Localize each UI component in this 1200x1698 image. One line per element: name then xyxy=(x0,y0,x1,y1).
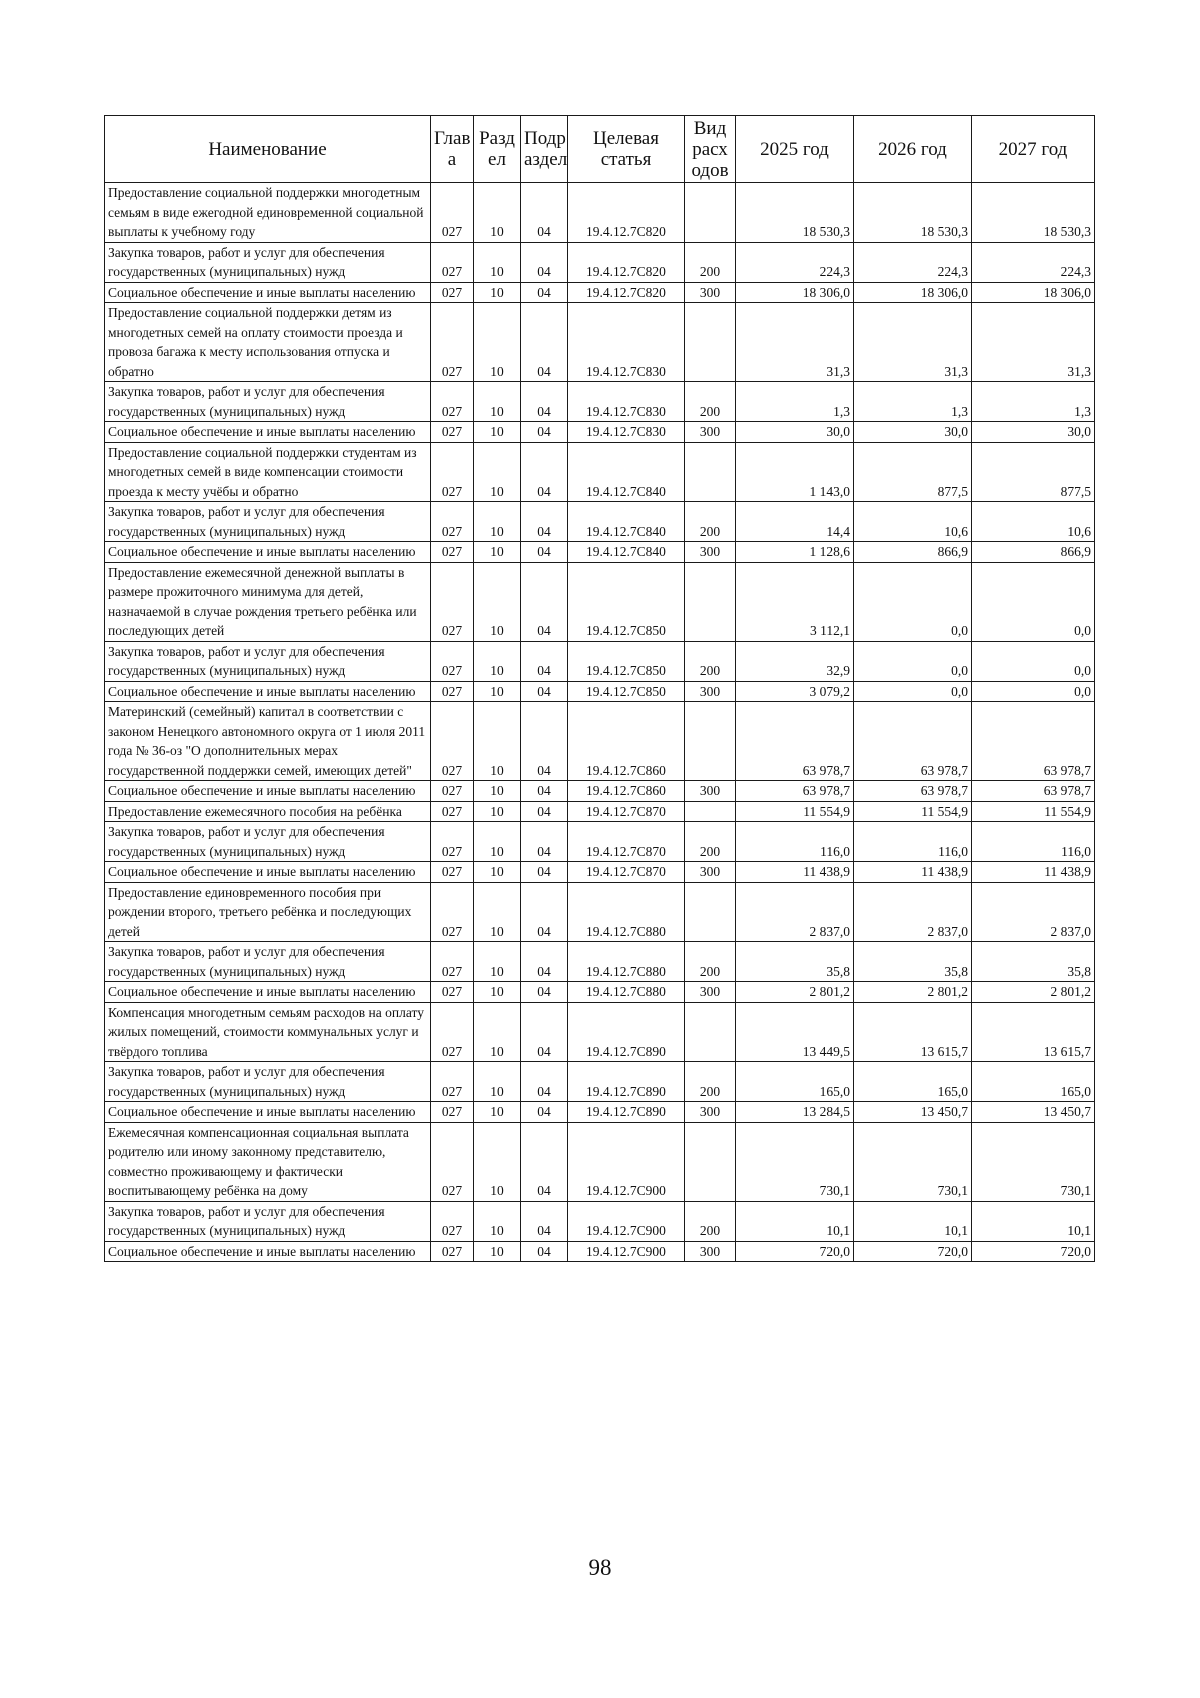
cell-name: Закупка товаров, работ и услуг для обеспечения государственных (муниципальных) нужд xyxy=(105,382,431,422)
cell-subsection: 04 xyxy=(521,1122,568,1201)
cell-2026: 63 978,7 xyxy=(854,781,972,802)
cell-chapter: 027 xyxy=(431,641,474,681)
cell-subsection: 04 xyxy=(521,822,568,862)
cell-name: Социальное обеспечение и иные выплаты населению xyxy=(105,282,431,303)
cell-2026: 35,8 xyxy=(854,942,972,982)
table-header xyxy=(105,116,1095,183)
cell-subsection: 04 xyxy=(521,303,568,382)
header-section: Разд ел xyxy=(474,116,521,183)
cell-2026: 866,9 xyxy=(854,542,972,563)
cell-2025: 165,0 xyxy=(736,1062,854,1102)
cell-section: 10 xyxy=(474,1062,521,1102)
cell-2026: 10,1 xyxy=(854,1201,972,1241)
table-row xyxy=(105,562,1095,641)
cell-chapter: 027 xyxy=(431,562,474,641)
cell-name: Предоставление социальной поддержки детям из многодетных семей на оплату стоимости проезда и провоза багажа к месту использования отпуска и обратно xyxy=(105,303,431,382)
cell-subsection: 04 xyxy=(521,422,568,443)
cell-name: Социальное обеспечение и иные выплаты населению xyxy=(105,422,431,443)
cell-chapter: 027 xyxy=(431,1062,474,1102)
cell-section: 10 xyxy=(474,1102,521,1123)
cell-2025: 30,0 xyxy=(736,422,854,443)
cell-2025: 18 306,0 xyxy=(736,282,854,303)
cell-2025: 3 079,2 xyxy=(736,681,854,702)
cell-subsection: 04 xyxy=(521,442,568,502)
cell-subsection: 04 xyxy=(521,641,568,681)
cell-name: Закупка товаров, работ и услуг для обеспечения государственных (муниципальных) нужд xyxy=(105,1062,431,1102)
cell-name: Материнский (семейный) капитал в соответствии с законом Ненецкого автономного округа от 1 июля 2011 года № 36-оз "О дополнительных мерах государственной поддержки семей, имеющих детей" xyxy=(105,702,431,781)
header-chapter: Глав а xyxy=(431,116,474,183)
cell-2027: 224,3 xyxy=(972,242,1095,282)
cell-target: 19.4.12.7С820 xyxy=(568,242,685,282)
cell-2027: 35,8 xyxy=(972,942,1095,982)
cell-expense-type: 200 xyxy=(685,1062,736,1102)
cell-2026: 18 530,3 xyxy=(854,183,972,243)
cell-chapter: 027 xyxy=(431,681,474,702)
cell-chapter: 027 xyxy=(431,982,474,1003)
cell-chapter: 027 xyxy=(431,822,474,862)
table-row xyxy=(105,801,1095,822)
table-row xyxy=(105,781,1095,802)
cell-2026: 165,0 xyxy=(854,1062,972,1102)
cell-name: Предоставление ежемесячной денежной выплаты в размере прожиточного минимума для детей, назначаемой в случае рождения третьего ребёнка или последующих детей xyxy=(105,562,431,641)
cell-2027: 63 978,7 xyxy=(972,702,1095,781)
cell-chapter: 027 xyxy=(431,942,474,982)
cell-section: 10 xyxy=(474,702,521,781)
cell-name: Закупка товаров, работ и услуг для обеспечения государственных (муниципальных) нужд xyxy=(105,942,431,982)
cell-expense-type xyxy=(685,1122,736,1201)
cell-subsection: 04 xyxy=(521,502,568,542)
cell-2026: 63 978,7 xyxy=(854,702,972,781)
cell-target: 19.4.12.7С880 xyxy=(568,942,685,982)
cell-name: Социальное обеспечение и иные выплаты населению xyxy=(105,542,431,563)
cell-2025: 14,4 xyxy=(736,502,854,542)
table-row xyxy=(105,282,1095,303)
cell-expense-type: 200 xyxy=(685,641,736,681)
cell-name: Закупка товаров, работ и услуг для обеспечения государственных (муниципальных) нужд xyxy=(105,1201,431,1241)
table-row xyxy=(105,242,1095,282)
cell-name: Закупка товаров, работ и услуг для обеспечения государственных (муниципальных) нужд xyxy=(105,242,431,282)
cell-subsection: 04 xyxy=(521,562,568,641)
cell-expense-type: 300 xyxy=(685,1102,736,1123)
header-2025: 2025 год xyxy=(736,116,854,183)
cell-2027: 165,0 xyxy=(972,1062,1095,1102)
cell-2026: 11 438,9 xyxy=(854,862,972,883)
cell-2025: 116,0 xyxy=(736,822,854,862)
cell-2025: 3 112,1 xyxy=(736,562,854,641)
cell-subsection: 04 xyxy=(521,1102,568,1123)
table-row xyxy=(105,303,1095,382)
cell-expense-type: 300 xyxy=(685,862,736,883)
cell-2026: 0,0 xyxy=(854,641,972,681)
header-subsection: Подр аздел xyxy=(521,116,568,183)
cell-target: 19.4.12.7С830 xyxy=(568,303,685,382)
header-expense-type: Вид расх одов xyxy=(685,116,736,183)
cell-section: 10 xyxy=(474,282,521,303)
cell-chapter: 027 xyxy=(431,242,474,282)
cell-chapter: 027 xyxy=(431,183,474,243)
cell-chapter: 027 xyxy=(431,702,474,781)
cell-section: 10 xyxy=(474,641,521,681)
cell-chapter: 027 xyxy=(431,1241,474,1262)
cell-2027: 31,3 xyxy=(972,303,1095,382)
cell-chapter: 027 xyxy=(431,282,474,303)
cell-target: 19.4.12.7С860 xyxy=(568,781,685,802)
cell-target: 19.4.12.7С890 xyxy=(568,1102,685,1123)
cell-target: 19.4.12.7С830 xyxy=(568,382,685,422)
cell-chapter: 027 xyxy=(431,781,474,802)
cell-target: 19.4.12.7С880 xyxy=(568,982,685,1003)
cell-expense-type xyxy=(685,562,736,641)
cell-2026: 10,6 xyxy=(854,502,972,542)
cell-2025: 13 284,5 xyxy=(736,1102,854,1123)
cell-2027: 10,1 xyxy=(972,1201,1095,1241)
cell-target: 19.4.12.7С900 xyxy=(568,1241,685,1262)
cell-2027: 18 306,0 xyxy=(972,282,1095,303)
cell-section: 10 xyxy=(474,183,521,243)
cell-section: 10 xyxy=(474,882,521,942)
table-row xyxy=(105,1241,1095,1262)
table-row xyxy=(105,502,1095,542)
cell-2025: 32,9 xyxy=(736,641,854,681)
cell-subsection: 04 xyxy=(521,1241,568,1262)
table-row xyxy=(105,702,1095,781)
cell-2026: 13 450,7 xyxy=(854,1102,972,1123)
cell-name: Предоставление единовременного пособия при рождении второго, третьего ребёнка и последующих детей xyxy=(105,882,431,942)
cell-section: 10 xyxy=(474,1201,521,1241)
cell-subsection: 04 xyxy=(521,1201,568,1241)
header-target: Целевая статья xyxy=(568,116,685,183)
table-row xyxy=(105,942,1095,982)
table-row xyxy=(105,442,1095,502)
cell-chapter: 027 xyxy=(431,542,474,563)
cell-target: 19.4.12.7С850 xyxy=(568,641,685,681)
cell-2026: 730,1 xyxy=(854,1122,972,1201)
cell-chapter: 027 xyxy=(431,442,474,502)
cell-section: 10 xyxy=(474,862,521,883)
cell-subsection: 04 xyxy=(521,801,568,822)
cell-2026: 1,3 xyxy=(854,382,972,422)
cell-chapter: 027 xyxy=(431,801,474,822)
cell-2026: 116,0 xyxy=(854,822,972,862)
cell-2025: 730,1 xyxy=(736,1122,854,1201)
cell-expense-type xyxy=(685,702,736,781)
cell-section: 10 xyxy=(474,242,521,282)
table-row xyxy=(105,862,1095,883)
header-name: Наименование xyxy=(105,116,431,183)
cell-chapter: 027 xyxy=(431,502,474,542)
cell-2027: 1,3 xyxy=(972,382,1095,422)
cell-2027: 0,0 xyxy=(972,641,1095,681)
cell-2026: 13 615,7 xyxy=(854,1002,972,1062)
cell-2027: 866,9 xyxy=(972,542,1095,563)
cell-subsection: 04 xyxy=(521,942,568,982)
cell-target: 19.4.12.7С870 xyxy=(568,862,685,883)
cell-chapter: 027 xyxy=(431,1201,474,1241)
page-number: 98 xyxy=(588,1555,612,1580)
cell-expense-type: 300 xyxy=(685,1241,736,1262)
table-row xyxy=(105,1062,1095,1102)
cell-target: 19.4.12.7С840 xyxy=(568,502,685,542)
table-row xyxy=(105,542,1095,563)
cell-name: Компенсация многодетным семьям расходов на оплату жилых помещений, стоимости коммунальных услуг и твёрдого топлива xyxy=(105,1002,431,1062)
cell-name: Закупка товаров, работ и услуг для обеспечения государственных (муниципальных) нужд xyxy=(105,822,431,862)
cell-target: 19.4.12.7С820 xyxy=(568,282,685,303)
cell-expense-type: 300 xyxy=(685,422,736,443)
cell-subsection: 04 xyxy=(521,242,568,282)
table-row xyxy=(105,1201,1095,1241)
cell-2027: 63 978,7 xyxy=(972,781,1095,802)
cell-2027: 720,0 xyxy=(972,1241,1095,1262)
table-row xyxy=(105,822,1095,862)
cell-subsection: 04 xyxy=(521,882,568,942)
cell-2026: 2 837,0 xyxy=(854,882,972,942)
cell-2027: 30,0 xyxy=(972,422,1095,443)
header-2027: 2027 год xyxy=(972,116,1095,183)
table-row xyxy=(105,1102,1095,1123)
cell-name: Социальное обеспечение и иные выплаты населению xyxy=(105,862,431,883)
cell-expense-type: 200 xyxy=(685,942,736,982)
cell-2026: 2 801,2 xyxy=(854,982,972,1003)
cell-expense-type: 300 xyxy=(685,982,736,1003)
cell-name: Закупка товаров, работ и услуг для обеспечения государственных (муниципальных) нужд xyxy=(105,502,431,542)
table-row xyxy=(105,982,1095,1003)
cell-section: 10 xyxy=(474,382,521,422)
cell-name: Социальное обеспечение и иные выплаты населению xyxy=(105,982,431,1003)
cell-target: 19.4.12.7С900 xyxy=(568,1122,685,1201)
cell-subsection: 04 xyxy=(521,183,568,243)
cell-section: 10 xyxy=(474,781,521,802)
cell-section: 10 xyxy=(474,303,521,382)
cell-chapter: 027 xyxy=(431,422,474,443)
cell-chapter: 027 xyxy=(431,382,474,422)
cell-2027: 13 450,7 xyxy=(972,1102,1095,1123)
cell-subsection: 04 xyxy=(521,982,568,1003)
cell-name: Социальное обеспечение и иные выплаты населению xyxy=(105,681,431,702)
cell-expense-type: 200 xyxy=(685,242,736,282)
budget-table xyxy=(104,115,1095,1262)
cell-name: Социальное обеспечение и иные выплаты населению xyxy=(105,1241,431,1262)
cell-2026: 18 306,0 xyxy=(854,282,972,303)
cell-subsection: 04 xyxy=(521,1002,568,1062)
cell-2026: 0,0 xyxy=(854,562,972,641)
cell-subsection: 04 xyxy=(521,282,568,303)
table-row xyxy=(105,882,1095,942)
cell-section: 10 xyxy=(474,442,521,502)
cell-name: Ежемесячная компенсационная социальная выплата родителю или иному законному представителю, совместно проживающему и фактически воспитывающему ребёнка на дому xyxy=(105,1122,431,1201)
cell-expense-type xyxy=(685,303,736,382)
cell-2027: 0,0 xyxy=(972,681,1095,702)
cell-target: 19.4.12.7С840 xyxy=(568,442,685,502)
cell-2025: 35,8 xyxy=(736,942,854,982)
cell-subsection: 04 xyxy=(521,382,568,422)
cell-target: 19.4.12.7С900 xyxy=(568,1201,685,1241)
table-row xyxy=(105,382,1095,422)
cell-expense-type: 200 xyxy=(685,1201,736,1241)
cell-section: 10 xyxy=(474,562,521,641)
cell-2025: 11 554,9 xyxy=(736,801,854,822)
cell-2026: 30,0 xyxy=(854,422,972,443)
cell-target: 19.4.12.7С850 xyxy=(568,681,685,702)
cell-section: 10 xyxy=(474,982,521,1003)
cell-2025: 18 530,3 xyxy=(736,183,854,243)
cell-expense-type xyxy=(685,882,736,942)
cell-2025: 1 143,0 xyxy=(736,442,854,502)
cell-2025: 13 449,5 xyxy=(736,1002,854,1062)
cell-expense-type xyxy=(685,801,736,822)
cell-target: 19.4.12.7С840 xyxy=(568,542,685,563)
cell-name: Социальное обеспечение и иные выплаты населению xyxy=(105,1102,431,1123)
cell-chapter: 027 xyxy=(431,1102,474,1123)
cell-2026: 0,0 xyxy=(854,681,972,702)
cell-2027: 877,5 xyxy=(972,442,1095,502)
cell-expense-type xyxy=(685,1002,736,1062)
header-2026: 2026 год xyxy=(854,116,972,183)
cell-subsection: 04 xyxy=(521,781,568,802)
cell-section: 10 xyxy=(474,801,521,822)
table-row xyxy=(105,641,1095,681)
cell-target: 19.4.12.7С860 xyxy=(568,702,685,781)
cell-target: 19.4.12.7С870 xyxy=(568,801,685,822)
cell-2027: 0,0 xyxy=(972,562,1095,641)
cell-section: 10 xyxy=(474,942,521,982)
cell-2027: 18 530,3 xyxy=(972,183,1095,243)
cell-name: Социальное обеспечение и иные выплаты населению xyxy=(105,781,431,802)
cell-subsection: 04 xyxy=(521,681,568,702)
cell-target: 19.4.12.7С820 xyxy=(568,183,685,243)
cell-target: 19.4.12.7С890 xyxy=(568,1062,685,1102)
cell-2027: 11 554,9 xyxy=(972,801,1095,822)
cell-section: 10 xyxy=(474,1002,521,1062)
cell-expense-type: 300 xyxy=(685,542,736,563)
cell-subsection: 04 xyxy=(521,542,568,563)
table-row xyxy=(105,422,1095,443)
cell-expense-type: 300 xyxy=(685,781,736,802)
cell-section: 10 xyxy=(474,422,521,443)
cell-section: 10 xyxy=(474,1122,521,1201)
cell-2026: 31,3 xyxy=(854,303,972,382)
cell-section: 10 xyxy=(474,542,521,563)
cell-chapter: 027 xyxy=(431,862,474,883)
cell-2027: 116,0 xyxy=(972,822,1095,862)
cell-name: Закупка товаров, работ и услуг для обеспечения государственных (муниципальных) нужд xyxy=(105,641,431,681)
cell-2025: 63 978,7 xyxy=(736,781,854,802)
cell-2025: 2 837,0 xyxy=(736,882,854,942)
cell-2026: 11 554,9 xyxy=(854,801,972,822)
cell-chapter: 027 xyxy=(431,303,474,382)
cell-target: 19.4.12.7С830 xyxy=(568,422,685,443)
cell-chapter: 027 xyxy=(431,1122,474,1201)
cell-2025: 10,1 xyxy=(736,1201,854,1241)
cell-2025: 224,3 xyxy=(736,242,854,282)
cell-expense-type xyxy=(685,442,736,502)
cell-2027: 10,6 xyxy=(972,502,1095,542)
cell-2025: 2 801,2 xyxy=(736,982,854,1003)
cell-expense-type xyxy=(685,183,736,243)
cell-2025: 63 978,7 xyxy=(736,702,854,781)
cell-target: 19.4.12.7С880 xyxy=(568,882,685,942)
cell-2026: 720,0 xyxy=(854,1241,972,1262)
cell-2027: 730,1 xyxy=(972,1122,1095,1201)
table-row xyxy=(105,1122,1095,1201)
cell-expense-type: 200 xyxy=(685,502,736,542)
cell-2026: 877,5 xyxy=(854,442,972,502)
cell-target: 19.4.12.7С870 xyxy=(568,822,685,862)
cell-2027: 2 837,0 xyxy=(972,882,1095,942)
cell-section: 10 xyxy=(474,822,521,862)
cell-name: Предоставление ежемесячного пособия на ребёнка xyxy=(105,801,431,822)
cell-2025: 1,3 xyxy=(736,382,854,422)
cell-2025: 720,0 xyxy=(736,1241,854,1262)
cell-2027: 13 615,7 xyxy=(972,1002,1095,1062)
cell-2025: 31,3 xyxy=(736,303,854,382)
cell-target: 19.4.12.7С890 xyxy=(568,1002,685,1062)
cell-2027: 11 438,9 xyxy=(972,862,1095,883)
cell-section: 10 xyxy=(474,502,521,542)
cell-subsection: 04 xyxy=(521,862,568,883)
cell-section: 10 xyxy=(474,681,521,702)
cell-subsection: 04 xyxy=(521,702,568,781)
cell-section: 10 xyxy=(474,1241,521,1262)
cell-2025: 1 128,6 xyxy=(736,542,854,563)
cell-chapter: 027 xyxy=(431,882,474,942)
cell-2026: 224,3 xyxy=(854,242,972,282)
cell-2025: 11 438,9 xyxy=(736,862,854,883)
table-row xyxy=(105,1002,1095,1062)
cell-name: Предоставление социальной поддержки студентам из многодетных семей в виде компенсации стоимости проезда к месту учёбы и обратно xyxy=(105,442,431,502)
cell-target: 19.4.12.7С850 xyxy=(568,562,685,641)
cell-expense-type: 200 xyxy=(685,382,736,422)
table-row xyxy=(105,681,1095,702)
cell-expense-type: 200 xyxy=(685,822,736,862)
cell-expense-type: 300 xyxy=(685,282,736,303)
table-row xyxy=(105,183,1095,243)
cell-expense-type: 300 xyxy=(685,681,736,702)
cell-subsection: 04 xyxy=(521,1062,568,1102)
cell-name: Предоставление социальной поддержки многодетным семьям в виде ежегодной единовременной социальной выплаты к учебному году xyxy=(105,183,431,243)
cell-2027: 2 801,2 xyxy=(972,982,1095,1003)
cell-chapter: 027 xyxy=(431,1002,474,1062)
table-body xyxy=(105,183,1095,1262)
